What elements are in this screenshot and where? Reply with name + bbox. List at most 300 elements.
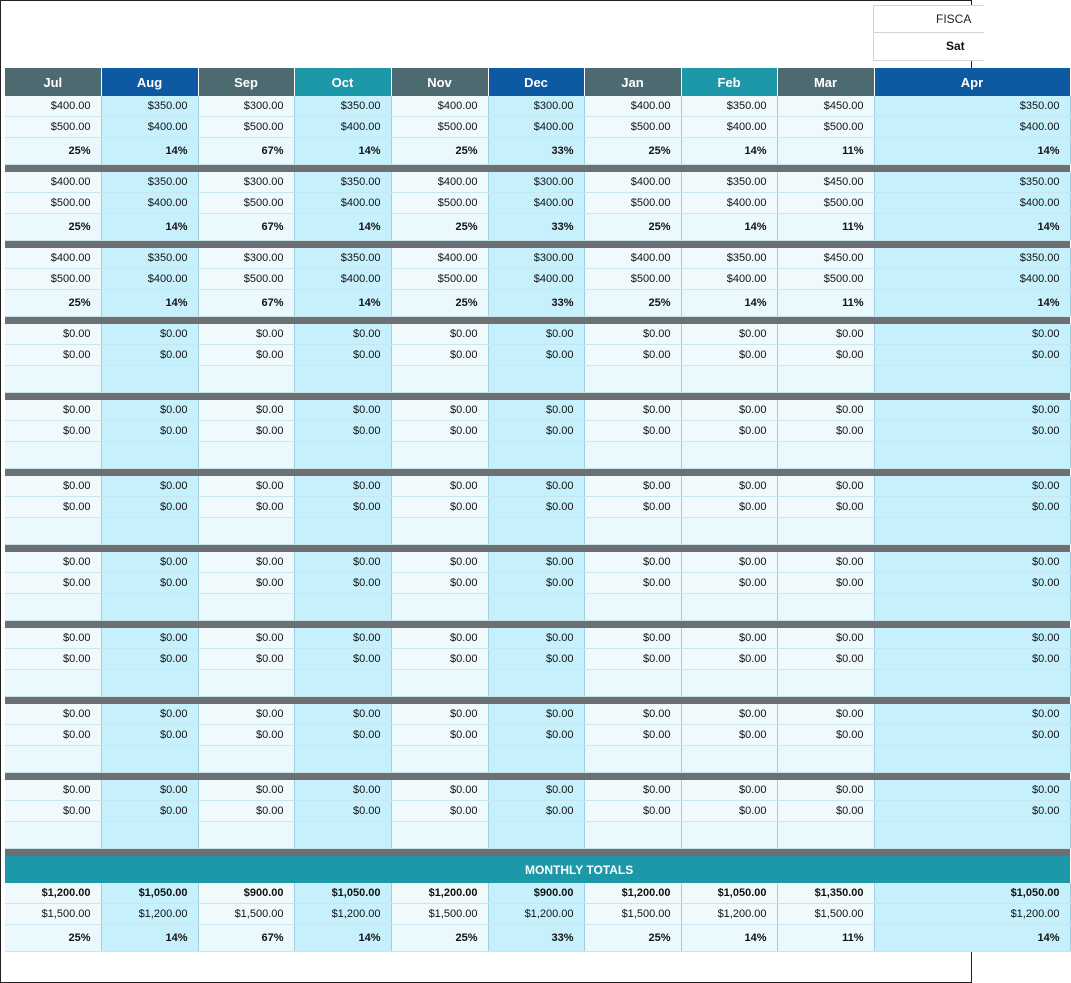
cell[interactable]: 25% xyxy=(584,925,681,952)
cell[interactable]: $0.00 xyxy=(101,704,198,725)
cell[interactable]: 25% xyxy=(391,138,488,165)
cell[interactable] xyxy=(488,518,584,545)
cell[interactable]: $350.00 xyxy=(101,248,198,269)
cell[interactable]: $0.00 xyxy=(777,476,874,497)
cell[interactable]: $0.00 xyxy=(488,552,584,573)
cell[interactable]: $0.00 xyxy=(198,324,294,345)
cell[interactable]: $0.00 xyxy=(391,345,488,366)
cell[interactable]: $0.00 xyxy=(584,400,681,421)
month-header-5[interactable]: Dec xyxy=(488,68,584,96)
cell[interactable]: $0.00 xyxy=(101,649,198,670)
cell[interactable]: $500.00 xyxy=(391,193,488,214)
cell[interactable]: $300.00 xyxy=(198,248,294,269)
cell[interactable]: $300.00 xyxy=(488,172,584,193)
cell[interactable]: $500.00 xyxy=(391,269,488,290)
cell[interactable] xyxy=(681,442,777,469)
cell[interactable]: $1,050.00 xyxy=(681,883,777,904)
cell[interactable]: $500.00 xyxy=(391,117,488,138)
cell[interactable]: 33% xyxy=(488,925,584,952)
cell[interactable]: $0.00 xyxy=(681,400,777,421)
cell[interactable] xyxy=(391,518,488,545)
cell[interactable]: $0.00 xyxy=(874,649,1070,670)
cell[interactable]: $400.00 xyxy=(294,269,391,290)
cell[interactable]: $0.00 xyxy=(294,497,391,518)
cell[interactable]: $0.00 xyxy=(294,552,391,573)
cell[interactable] xyxy=(294,670,391,697)
cell[interactable]: $0.00 xyxy=(681,801,777,822)
cell[interactable]: $0.00 xyxy=(681,324,777,345)
cell[interactable]: $400.00 xyxy=(101,269,198,290)
cell[interactable] xyxy=(681,822,777,849)
cell[interactable] xyxy=(198,746,294,773)
cell[interactable] xyxy=(777,822,874,849)
cell[interactable]: $1,200.00 xyxy=(101,904,198,925)
cell[interactable]: $350.00 xyxy=(681,96,777,117)
cell[interactable]: 11% xyxy=(777,138,874,165)
cell[interactable] xyxy=(101,594,198,621)
cell[interactable]: $1,500.00 xyxy=(5,904,101,925)
cell[interactable] xyxy=(777,366,874,393)
cell[interactable] xyxy=(488,366,584,393)
cell[interactable]: $0.00 xyxy=(101,421,198,442)
cell[interactable]: $0.00 xyxy=(488,780,584,801)
cell[interactable]: $0.00 xyxy=(294,801,391,822)
cell[interactable]: $0.00 xyxy=(198,780,294,801)
cell[interactable]: 11% xyxy=(777,290,874,317)
cell[interactable]: 67% xyxy=(198,290,294,317)
cell[interactable]: $0.00 xyxy=(584,324,681,345)
cell[interactable]: $1,500.00 xyxy=(391,904,488,925)
cell[interactable]: $0.00 xyxy=(5,345,101,366)
cell[interactable]: $0.00 xyxy=(777,573,874,594)
cell[interactable]: $0.00 xyxy=(584,801,681,822)
cell[interactable]: $0.00 xyxy=(198,497,294,518)
cell[interactable]: $300.00 xyxy=(198,96,294,117)
cell[interactable]: $500.00 xyxy=(584,117,681,138)
cell[interactable]: $400.00 xyxy=(681,269,777,290)
cell[interactable]: $0.00 xyxy=(198,476,294,497)
cell[interactable] xyxy=(5,746,101,773)
cell[interactable] xyxy=(294,442,391,469)
cell[interactable]: 14% xyxy=(681,214,777,241)
cell[interactable]: $500.00 xyxy=(777,117,874,138)
cell[interactable] xyxy=(198,670,294,697)
cell[interactable] xyxy=(101,366,198,393)
cell[interactable]: $1,200.00 xyxy=(681,904,777,925)
cell[interactable]: 25% xyxy=(5,925,101,952)
cell[interactable]: $0.00 xyxy=(5,649,101,670)
cell[interactable]: $0.00 xyxy=(488,704,584,725)
cell[interactable] xyxy=(294,518,391,545)
cell[interactable]: $0.00 xyxy=(198,400,294,421)
cell[interactable]: $0.00 xyxy=(391,400,488,421)
cell[interactable]: $1,050.00 xyxy=(101,883,198,904)
cell[interactable]: $0.00 xyxy=(777,400,874,421)
cell[interactable]: $0.00 xyxy=(391,421,488,442)
cell[interactable]: $0.00 xyxy=(101,324,198,345)
cell[interactable]: $0.00 xyxy=(5,628,101,649)
cell[interactable]: $0.00 xyxy=(391,780,488,801)
cell[interactable]: $0.00 xyxy=(391,725,488,746)
cell[interactable]: $0.00 xyxy=(198,573,294,594)
cell[interactable]: $350.00 xyxy=(874,172,1070,193)
cell[interactable]: $500.00 xyxy=(584,269,681,290)
cell[interactable]: $0.00 xyxy=(777,421,874,442)
cell[interactable]: $0.00 xyxy=(584,649,681,670)
cell[interactable]: $350.00 xyxy=(681,248,777,269)
cell[interactable]: $1,500.00 xyxy=(584,904,681,925)
cell[interactable]: $1,200.00 xyxy=(5,883,101,904)
cell[interactable]: $400.00 xyxy=(5,248,101,269)
cell[interactable]: $0.00 xyxy=(584,704,681,725)
cell[interactable]: $0.00 xyxy=(101,801,198,822)
cell[interactable]: $0.00 xyxy=(198,649,294,670)
cell[interactable]: $0.00 xyxy=(391,649,488,670)
cell[interactable]: 14% xyxy=(874,290,1070,317)
cell[interactable]: $0.00 xyxy=(198,628,294,649)
cell[interactable]: $0.00 xyxy=(101,780,198,801)
cell[interactable]: $0.00 xyxy=(294,421,391,442)
month-header-2[interactable]: Sep xyxy=(198,68,294,96)
cell[interactable] xyxy=(488,442,584,469)
cell[interactable]: $400.00 xyxy=(488,117,584,138)
cell[interactable]: 14% xyxy=(294,138,391,165)
cell[interactable]: 25% xyxy=(584,138,681,165)
cell[interactable]: 25% xyxy=(5,214,101,241)
cell[interactable]: $1,200.00 xyxy=(488,904,584,925)
cell[interactable]: $900.00 xyxy=(198,883,294,904)
cell[interactable]: $0.00 xyxy=(681,573,777,594)
cell[interactable]: $0.00 xyxy=(391,497,488,518)
cell[interactable]: $0.00 xyxy=(5,573,101,594)
cell[interactable]: 14% xyxy=(681,925,777,952)
cell[interactable]: $0.00 xyxy=(488,345,584,366)
cell[interactable]: $0.00 xyxy=(198,421,294,442)
cell[interactable]: $0.00 xyxy=(391,476,488,497)
cell[interactable]: $0.00 xyxy=(488,421,584,442)
cell[interactable]: $0.00 xyxy=(101,552,198,573)
cell[interactable]: $400.00 xyxy=(391,96,488,117)
cell[interactable]: $0.00 xyxy=(391,573,488,594)
cell[interactable]: $500.00 xyxy=(198,269,294,290)
cell[interactable]: $0.00 xyxy=(5,704,101,725)
cell[interactable]: $350.00 xyxy=(874,96,1070,117)
cell[interactable]: 14% xyxy=(681,290,777,317)
cell[interactable]: $1,500.00 xyxy=(198,904,294,925)
cell[interactable]: 25% xyxy=(5,138,101,165)
cell[interactable]: $0.00 xyxy=(874,476,1070,497)
cell[interactable]: $400.00 xyxy=(681,117,777,138)
cell[interactable]: $0.00 xyxy=(198,801,294,822)
cell[interactable]: $0.00 xyxy=(391,704,488,725)
cell[interactable] xyxy=(391,670,488,697)
cell[interactable]: $350.00 xyxy=(874,248,1070,269)
cell[interactable]: $350.00 xyxy=(294,248,391,269)
cell[interactable]: $0.00 xyxy=(681,552,777,573)
cell[interactable] xyxy=(681,518,777,545)
cell[interactable] xyxy=(681,594,777,621)
cell[interactable]: $0.00 xyxy=(101,400,198,421)
cell[interactable]: $400.00 xyxy=(391,172,488,193)
cell[interactable]: $400.00 xyxy=(488,269,584,290)
cell[interactable]: $0.00 xyxy=(584,628,681,649)
cell[interactable]: 14% xyxy=(101,925,198,952)
cell[interactable] xyxy=(198,518,294,545)
cell[interactable]: $500.00 xyxy=(198,117,294,138)
cell[interactable]: $0.00 xyxy=(198,552,294,573)
cell[interactable] xyxy=(681,746,777,773)
month-header-3[interactable]: Oct xyxy=(294,68,391,96)
cell[interactable]: $0.00 xyxy=(488,649,584,670)
cell[interactable]: $0.00 xyxy=(874,725,1070,746)
cell[interactable] xyxy=(5,442,101,469)
cell[interactable]: $450.00 xyxy=(777,172,874,193)
cell[interactable]: 25% xyxy=(391,925,488,952)
cell[interactable] xyxy=(294,366,391,393)
cell[interactable]: $0.00 xyxy=(294,400,391,421)
cell[interactable] xyxy=(391,594,488,621)
cell[interactable]: $0.00 xyxy=(777,780,874,801)
cell[interactable]: $400.00 xyxy=(101,117,198,138)
cell[interactable]: $350.00 xyxy=(101,96,198,117)
cell[interactable]: $0.00 xyxy=(584,552,681,573)
cell[interactable]: $0.00 xyxy=(874,628,1070,649)
cell[interactable]: 25% xyxy=(391,214,488,241)
cell[interactable]: $0.00 xyxy=(777,628,874,649)
cell[interactable]: $400.00 xyxy=(101,193,198,214)
cell[interactable]: $400.00 xyxy=(874,117,1070,138)
cell[interactable]: $1,500.00 xyxy=(777,904,874,925)
cell[interactable]: $0.00 xyxy=(391,552,488,573)
cell[interactable]: $400.00 xyxy=(391,248,488,269)
cell[interactable]: $0.00 xyxy=(5,552,101,573)
cell[interactable]: $1,200.00 xyxy=(874,904,1070,925)
cell[interactable]: $0.00 xyxy=(5,476,101,497)
cell[interactable]: $0.00 xyxy=(5,780,101,801)
cell[interactable] xyxy=(681,366,777,393)
cell[interactable]: $0.00 xyxy=(101,628,198,649)
fiscal-label-cell[interactable]: FISCA xyxy=(874,6,984,33)
cell[interactable]: $0.00 xyxy=(874,497,1070,518)
cell[interactable]: $0.00 xyxy=(777,725,874,746)
cell[interactable]: $300.00 xyxy=(488,96,584,117)
cell[interactable] xyxy=(198,822,294,849)
cell[interactable]: $400.00 xyxy=(5,172,101,193)
cell[interactable]: 14% xyxy=(874,138,1070,165)
cell[interactable]: $400.00 xyxy=(584,172,681,193)
cell[interactable]: 14% xyxy=(101,138,198,165)
cell[interactable] xyxy=(391,822,488,849)
cell[interactable]: $0.00 xyxy=(681,421,777,442)
cell[interactable]: $0.00 xyxy=(584,476,681,497)
cell[interactable] xyxy=(777,594,874,621)
cell[interactable]: $0.00 xyxy=(101,476,198,497)
cell[interactable] xyxy=(874,518,1070,545)
cell[interactable]: $0.00 xyxy=(198,704,294,725)
month-header-6[interactable]: Jan xyxy=(584,68,681,96)
cell[interactable]: $0.00 xyxy=(777,497,874,518)
cell[interactable] xyxy=(777,746,874,773)
cell[interactable]: $0.00 xyxy=(294,704,391,725)
cell[interactable] xyxy=(5,822,101,849)
cell[interactable]: $0.00 xyxy=(681,345,777,366)
cell[interactable]: $300.00 xyxy=(198,172,294,193)
cell[interactable]: $0.00 xyxy=(488,400,584,421)
cell[interactable] xyxy=(584,746,681,773)
cell[interactable]: $0.00 xyxy=(681,704,777,725)
cell[interactable]: $0.00 xyxy=(584,725,681,746)
cell[interactable]: $400.00 xyxy=(584,96,681,117)
cell[interactable]: $500.00 xyxy=(5,269,101,290)
cell[interactable]: $1,350.00 xyxy=(777,883,874,904)
cell[interactable] xyxy=(681,670,777,697)
cell[interactable] xyxy=(5,518,101,545)
cell[interactable]: $400.00 xyxy=(294,117,391,138)
cell[interactable]: $500.00 xyxy=(777,193,874,214)
cell[interactable]: $0.00 xyxy=(391,801,488,822)
cell[interactable]: $1,050.00 xyxy=(294,883,391,904)
cell[interactable]: $0.00 xyxy=(681,649,777,670)
cell[interactable]: $350.00 xyxy=(294,172,391,193)
cell[interactable]: $500.00 xyxy=(777,269,874,290)
cell[interactable]: $400.00 xyxy=(488,193,584,214)
cell[interactable] xyxy=(874,366,1070,393)
cell[interactable]: $400.00 xyxy=(5,96,101,117)
cell[interactable]: 67% xyxy=(198,214,294,241)
cell[interactable]: $0.00 xyxy=(681,628,777,649)
cell[interactable]: $0.00 xyxy=(294,324,391,345)
cell[interactable]: $350.00 xyxy=(681,172,777,193)
cell[interactable]: $900.00 xyxy=(488,883,584,904)
cell[interactable] xyxy=(391,442,488,469)
cell[interactable]: $0.00 xyxy=(681,725,777,746)
cell[interactable]: $0.00 xyxy=(777,345,874,366)
cell[interactable]: 25% xyxy=(5,290,101,317)
cell[interactable] xyxy=(777,442,874,469)
cell[interactable] xyxy=(584,366,681,393)
cell[interactable]: $400.00 xyxy=(681,193,777,214)
cell[interactable]: $1,200.00 xyxy=(294,904,391,925)
cell[interactable] xyxy=(488,670,584,697)
cell[interactable]: 14% xyxy=(294,925,391,952)
cell[interactable]: 14% xyxy=(874,925,1070,952)
fiscal-value-cell[interactable]: Sat xyxy=(946,39,965,53)
cell[interactable] xyxy=(5,670,101,697)
cell[interactable]: $500.00 xyxy=(5,117,101,138)
cell[interactable]: $0.00 xyxy=(198,345,294,366)
cell[interactable]: $0.00 xyxy=(488,497,584,518)
cell[interactable]: $0.00 xyxy=(5,725,101,746)
cell[interactable]: $0.00 xyxy=(584,573,681,594)
cell[interactable]: $0.00 xyxy=(777,552,874,573)
cell[interactable]: 14% xyxy=(101,214,198,241)
cell[interactable]: $0.00 xyxy=(391,628,488,649)
cell[interactable] xyxy=(198,594,294,621)
cell[interactable] xyxy=(391,366,488,393)
cell[interactable]: $300.00 xyxy=(488,248,584,269)
cell[interactable]: 33% xyxy=(488,214,584,241)
cell[interactable]: $0.00 xyxy=(777,704,874,725)
cell[interactable]: $500.00 xyxy=(5,193,101,214)
cell[interactable]: $0.00 xyxy=(777,324,874,345)
cell[interactable]: $0.00 xyxy=(777,801,874,822)
cell[interactable]: $0.00 xyxy=(488,324,584,345)
cell[interactable]: $0.00 xyxy=(874,345,1070,366)
cell[interactable]: $0.00 xyxy=(488,628,584,649)
cell[interactable] xyxy=(874,822,1070,849)
cell[interactable]: $0.00 xyxy=(294,345,391,366)
cell[interactable]: $0.00 xyxy=(874,573,1070,594)
month-header-1[interactable]: Aug xyxy=(101,68,198,96)
cell[interactable] xyxy=(294,746,391,773)
cell[interactable]: 14% xyxy=(874,214,1070,241)
cell[interactable]: $0.00 xyxy=(5,421,101,442)
cell[interactable]: $450.00 xyxy=(777,96,874,117)
month-header-8[interactable]: Mar xyxy=(777,68,874,96)
cell[interactable]: $0.00 xyxy=(874,801,1070,822)
cell[interactable]: 25% xyxy=(584,214,681,241)
cell[interactable]: $0.00 xyxy=(777,649,874,670)
cell[interactable]: $0.00 xyxy=(5,324,101,345)
cell[interactable]: $0.00 xyxy=(874,421,1070,442)
cell[interactable]: $500.00 xyxy=(198,193,294,214)
cell[interactable]: $350.00 xyxy=(294,96,391,117)
cell[interactable]: $400.00 xyxy=(874,269,1070,290)
cell[interactable]: $0.00 xyxy=(681,780,777,801)
cell[interactable]: $0.00 xyxy=(101,725,198,746)
cell[interactable] xyxy=(101,518,198,545)
cell[interactable]: $0.00 xyxy=(874,324,1070,345)
cell[interactable]: 33% xyxy=(488,138,584,165)
cell[interactable]: 14% xyxy=(294,290,391,317)
cell[interactable] xyxy=(5,366,101,393)
cell[interactable] xyxy=(874,594,1070,621)
cell[interactable] xyxy=(101,442,198,469)
cell[interactable] xyxy=(874,746,1070,773)
cell[interactable]: $0.00 xyxy=(488,573,584,594)
cell[interactable]: 33% xyxy=(488,290,584,317)
cell[interactable]: $0.00 xyxy=(874,780,1070,801)
cell[interactable]: $0.00 xyxy=(874,400,1070,421)
cell[interactable] xyxy=(488,822,584,849)
cell[interactable]: $0.00 xyxy=(488,476,584,497)
cell[interactable]: $0.00 xyxy=(584,780,681,801)
cell[interactable] xyxy=(391,746,488,773)
cell[interactable] xyxy=(101,822,198,849)
cell[interactable]: 67% xyxy=(198,925,294,952)
cell[interactable]: $1,200.00 xyxy=(584,883,681,904)
cell[interactable]: 25% xyxy=(584,290,681,317)
cell[interactable]: 11% xyxy=(777,925,874,952)
cell[interactable]: 14% xyxy=(294,214,391,241)
cell[interactable]: $0.00 xyxy=(874,704,1070,725)
cell[interactable] xyxy=(488,746,584,773)
cell[interactable]: $1,200.00 xyxy=(391,883,488,904)
cell[interactable]: $1,050.00 xyxy=(874,883,1070,904)
cell[interactable]: $0.00 xyxy=(198,725,294,746)
cell[interactable]: $0.00 xyxy=(101,497,198,518)
cell[interactable]: $0.00 xyxy=(391,324,488,345)
cell[interactable]: $400.00 xyxy=(584,248,681,269)
cell[interactable] xyxy=(777,670,874,697)
cell[interactable] xyxy=(294,594,391,621)
cell[interactable] xyxy=(5,594,101,621)
cell[interactable] xyxy=(584,670,681,697)
cell[interactable]: $0.00 xyxy=(681,476,777,497)
cell[interactable]: $0.00 xyxy=(584,497,681,518)
cell[interactable] xyxy=(777,518,874,545)
cell[interactable]: $0.00 xyxy=(294,725,391,746)
